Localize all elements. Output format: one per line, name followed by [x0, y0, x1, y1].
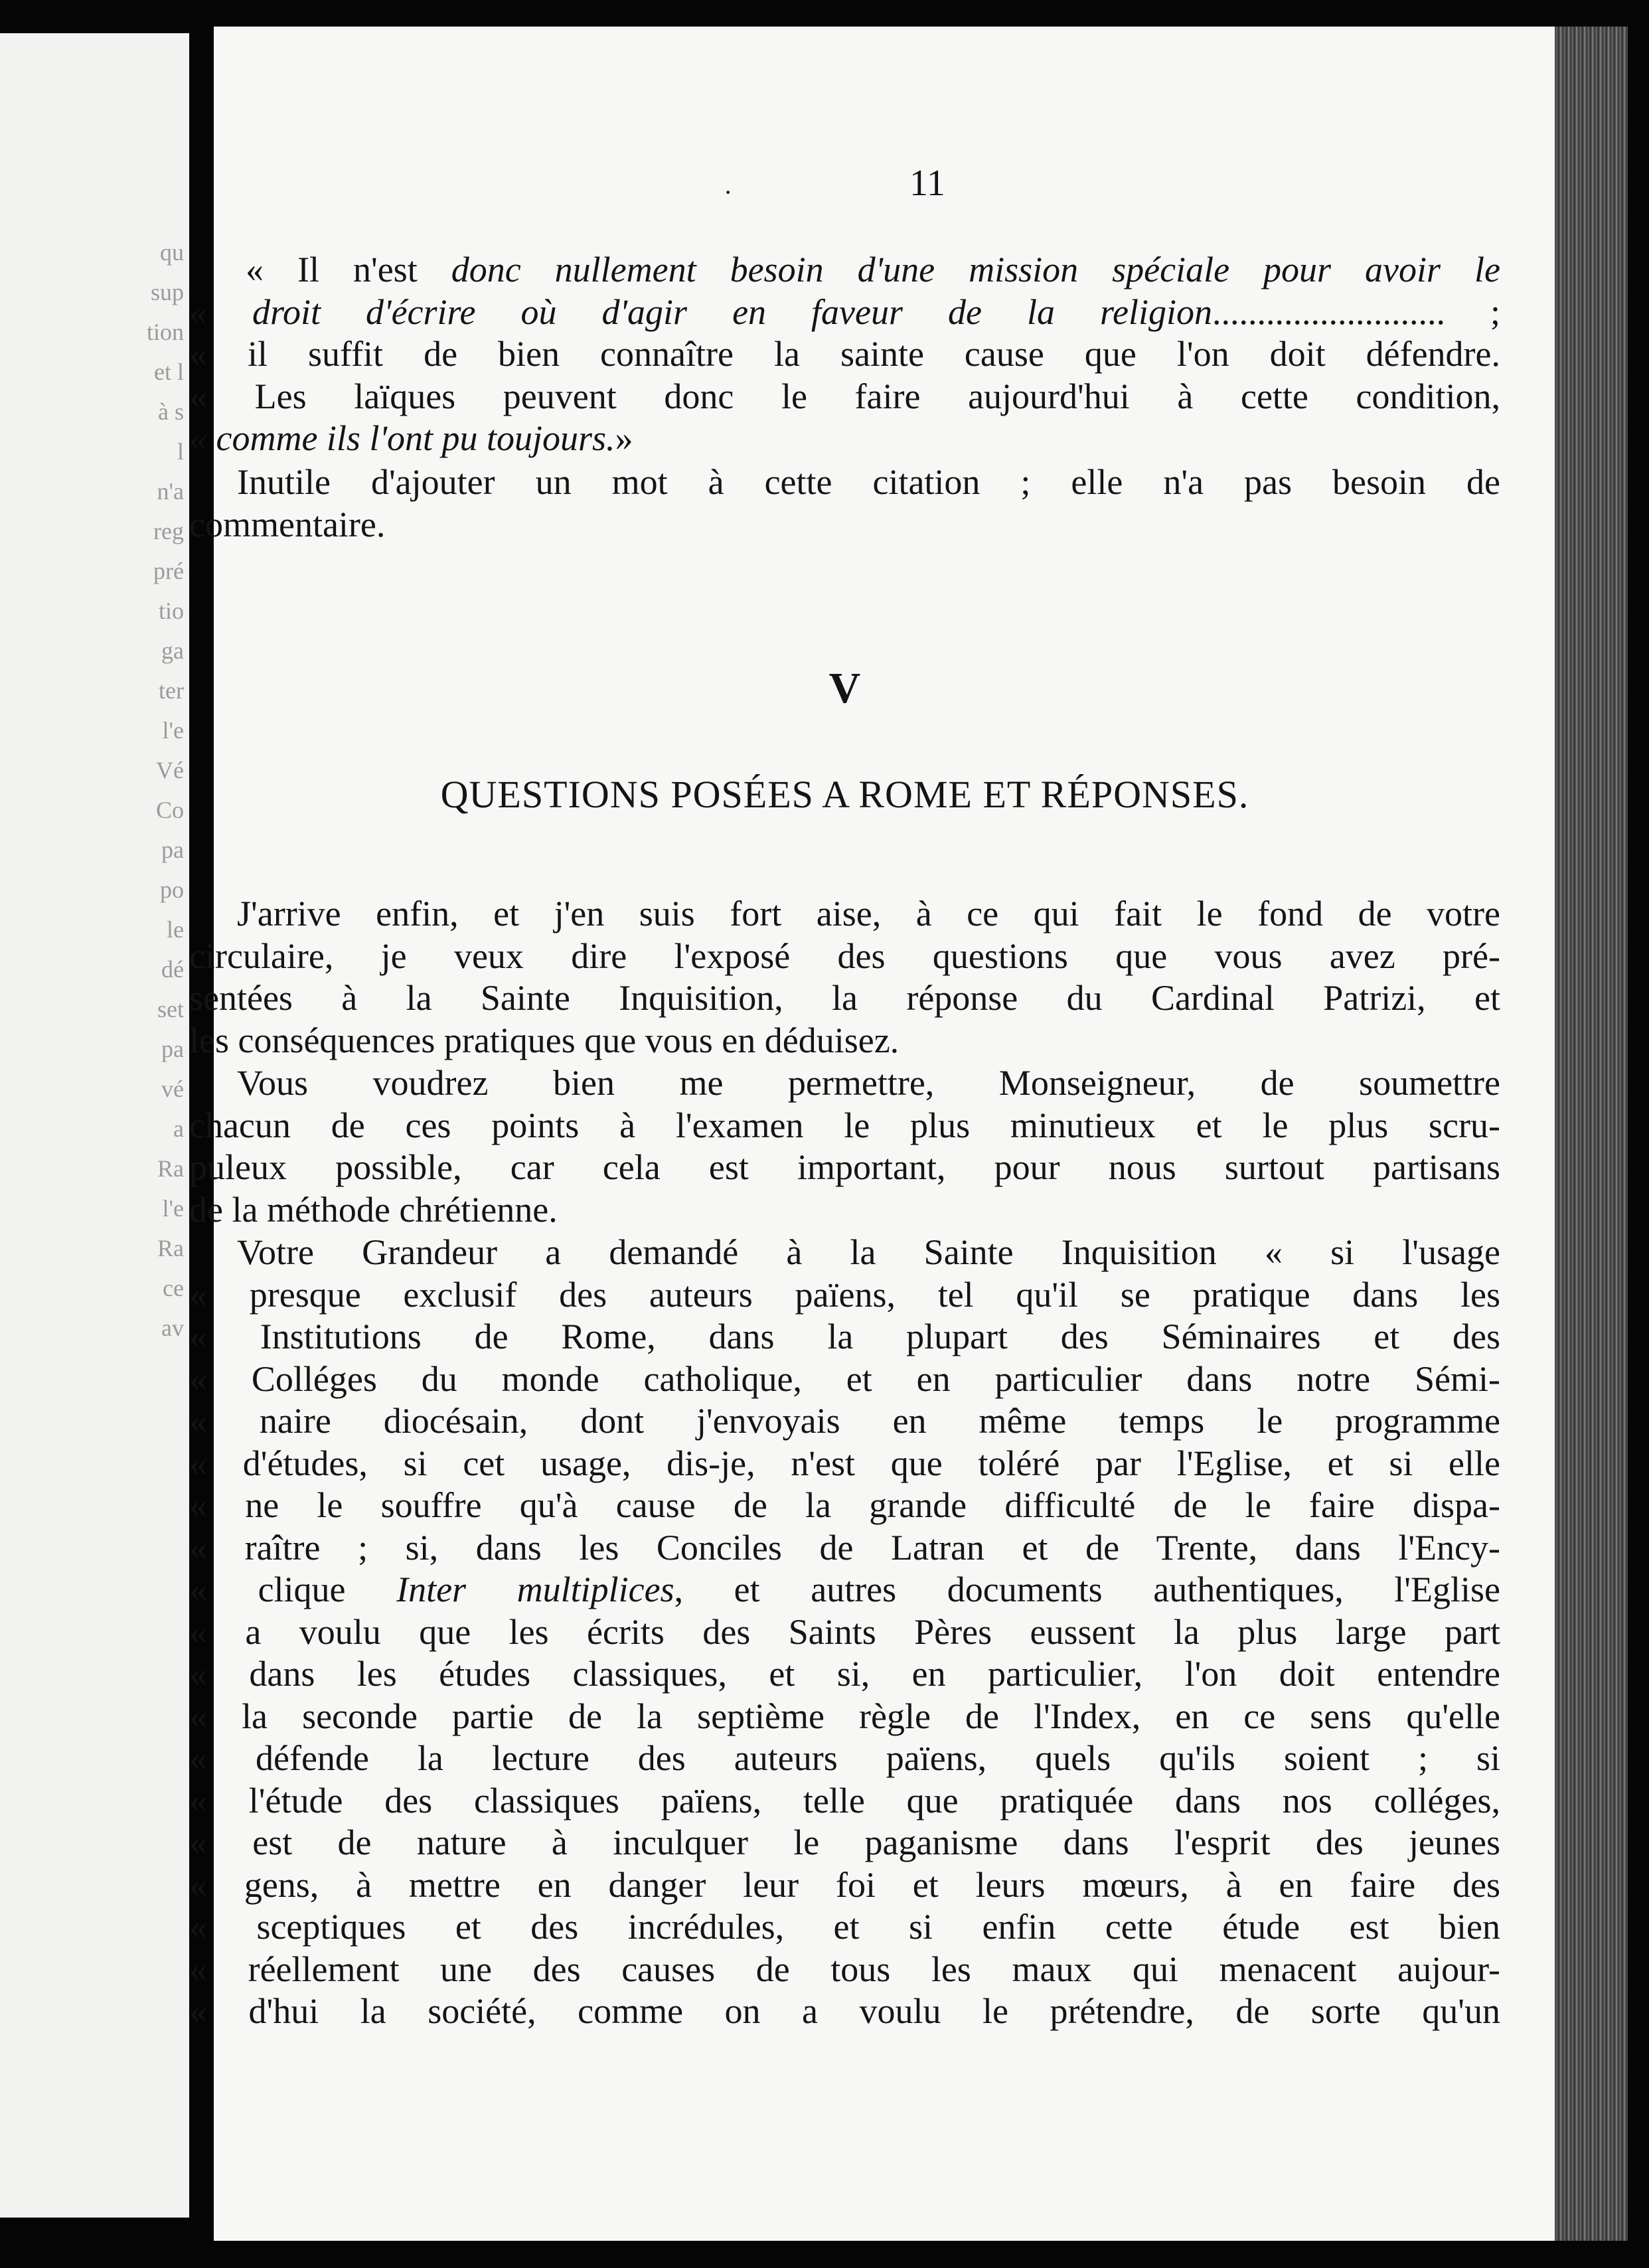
left-page-fragment: a	[173, 1115, 184, 1142]
text-line: chacun de ces points à l'examen le plus minutieux et le plus scru-	[189, 1105, 1500, 1145]
left-page-fragment: set	[157, 996, 184, 1022]
left-page-fragment: Vé	[156, 757, 184, 783]
facing-left-page	[0, 33, 189, 2218]
text-line: Votre Grandeur a demandé à la Sainte Inquisition « si l'usage	[237, 1232, 1500, 1272]
text-line: « réellement une des causes de tous les maux qui menacent aujour-	[189, 1949, 1500, 1989]
text-line: « gens, à mettre en danger leur foi et leurs mœurs, à en faire des	[189, 1864, 1500, 1905]
text-line: « presque exclusif des auteurs païens, tel qu'il se pratique dans les	[189, 1274, 1500, 1315]
left-page-fragment: av	[161, 1315, 184, 1341]
paragraph-1	[189, 893, 1500, 1062]
text-line: « dans les études classiques, et si, en particulier, l'on doit entendre	[189, 1654, 1500, 1694]
left-page-fragment: et l	[154, 359, 184, 385]
paragraph-3	[189, 1232, 1500, 2033]
text-line: « est de nature à inculquer le paganisme dans l'esprit des jeunes	[189, 1822, 1500, 1862]
left-page-text-fragments	[124, 232, 184, 1348]
left-page-fragment: à s	[158, 398, 184, 425]
text-line: sentées à la Sainte Inquisition, la réponse du Cardinal Patrizi, et	[189, 978, 1500, 1018]
text-line: « l'étude des classiques païens, telle que pratiquée dans nos colléges,	[189, 1780, 1500, 1821]
quotation-block	[189, 249, 1500, 460]
text-line: « d'études, si cet usage, dis-je, n'est que toléré par l'Eglise, et si elle	[189, 1443, 1500, 1483]
left-page-fragment: reg	[153, 518, 184, 544]
quote-line: « Les laïques peuvent donc le faire aujourd'hui à cette condition,	[189, 376, 1500, 416]
left-page-fragment: pa	[161, 837, 184, 863]
left-page-fragment: tion	[146, 319, 184, 345]
left-page-fragment: pré	[153, 558, 184, 584]
left-page-fragment: ce	[163, 1275, 184, 1301]
page-stack-edge	[1555, 27, 1628, 2241]
text-line: commentaire.	[189, 504, 386, 544]
left-page-fragment: qu	[160, 239, 184, 266]
comment-paragraph	[189, 461, 1500, 546]
text-line: « clique Inter multiplices, et autres documents authentiques, l'Eglise	[189, 1570, 1500, 1609]
page-number: 11	[909, 163, 945, 204]
text-line: Vous voudrez bien me permettre, Monseigneur, de soumettre	[237, 1063, 1500, 1103]
text-line: « la seconde partie de la septième règle de l'Index, en ce sens qu'elle	[189, 1696, 1500, 1736]
text-line: « d'hui la société, comme on a voulu le prétendre, de sorte qu'un	[189, 1991, 1500, 2031]
left-page-fragment: vé	[161, 1076, 184, 1102]
text-line: « Institutions de Rome, dans la plupart des Séminaires et des	[189, 1317, 1500, 1356]
section-number: V	[828, 664, 861, 712]
text-line: de la méthode chrétienne.	[189, 1189, 558, 1230]
text-line: circulaire, je veux dire l'exposé des questions que vous avez pré-	[189, 935, 1500, 976]
left-page-fragment: Co	[155, 797, 184, 823]
left-page-fragment: Ra	[157, 1235, 184, 1261]
left-page-fragment: le	[167, 916, 184, 943]
left-page-fragment: l'e	[162, 1195, 184, 1222]
text-line: « sceptiques et des incrédules, et si enfin cette étude est bien	[189, 1907, 1500, 1947]
quote-line: « droit d'écrire où d'agir en faveur de la religion.......................... ;	[189, 291, 1500, 332]
left-page-fragment: l	[177, 438, 184, 465]
left-page-fragment: Ra	[157, 1155, 184, 1182]
text-line: « a voulu que les écrits des Saints Pères eussent la plus large part	[189, 1611, 1500, 1652]
text-line: « raître ; si, dans les Conciles de Latran et de Trente, dans l'Ency-	[189, 1527, 1500, 1568]
left-page-fragment: pa	[161, 1036, 184, 1062]
text-line: « Colléges du monde catholique, et en particulier dans notre Sémi-	[189, 1358, 1500, 1399]
quote-line: « Il n'est donc nullement besoin d'une mission spéciale pour avoir le	[246, 250, 1500, 289]
text-line: « ne le souffre qu'à cause de la grande difficulté de le faire dispa-	[189, 1485, 1500, 1525]
left-page-fragment: tio	[158, 598, 184, 624]
quote-line: « comme ils l'ont pu toujours.»	[189, 418, 633, 458]
left-page-fragment: l'e	[162, 717, 184, 744]
left-page-fragment: ter	[159, 677, 184, 704]
section-title: QUESTIONS POSÉES A ROME ET RÉPONSES.	[440, 773, 1249, 816]
speck-mark: ·	[724, 177, 733, 207]
left-page-fragment: sup	[150, 279, 184, 305]
quote-line: « il suffit de bien connaître la sainte cause que l'on doit défendre.	[189, 334, 1500, 374]
paragraph-2	[189, 1062, 1500, 1231]
left-page-fragment: n'a	[157, 478, 184, 505]
left-page-fragment: dé	[161, 956, 184, 983]
text-line: puleux possible, car cela est important, pour nous surtout partisans	[189, 1147, 1500, 1187]
text-line: « défende la lecture des auteurs païens, quels qu'ils soient ; si	[189, 1738, 1500, 1778]
left-page-fragment: ga	[161, 637, 184, 664]
text-line: Inutile d'ajouter un mot à cette citation ; elle n'a pas besoin de	[237, 462, 1500, 502]
text-line: J'arrive enfin, et j'en suis fort aise, à ce qui fait le fond de votre	[237, 894, 1500, 933]
text-line: « naire diocésain, dont j'envoyais en même temps le programme	[189, 1401, 1500, 1441]
left-page-fragment: po	[160, 876, 184, 903]
text-line: les conséquences pratiques que vous en déduisez.	[189, 1020, 900, 1060]
